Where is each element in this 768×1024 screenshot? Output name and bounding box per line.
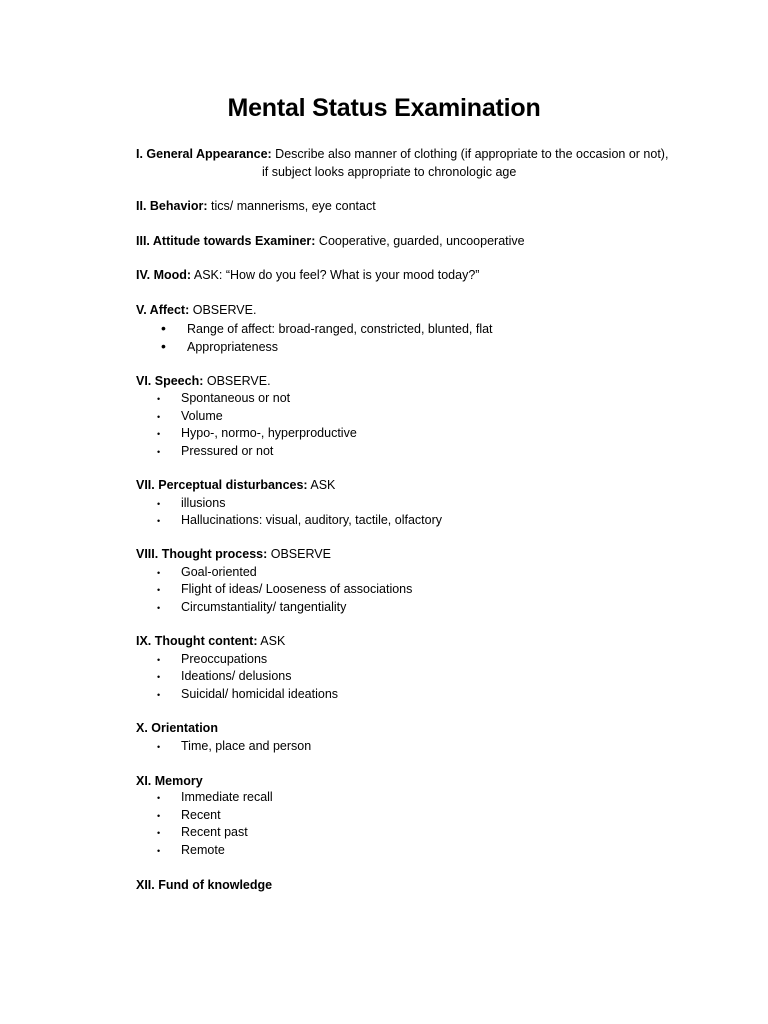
bullet-icon: •: [157, 499, 161, 509]
page-title: Mental Status Examination: [227, 94, 541, 122]
section-heading: I. General Appearance:: [136, 147, 272, 161]
list-item: Recent: [181, 808, 221, 822]
list-item: Hallucinations: visual, auditory, tactile, olfactory: [181, 513, 442, 527]
section-text: OBSERVE.: [189, 303, 257, 317]
section-heading: X. Orientation: [136, 721, 218, 735]
section-text: OBSERVE: [267, 547, 331, 561]
list-item: Appropriateness: [187, 340, 279, 354]
bullet-icon: •: [157, 585, 161, 595]
section-heading: XII. Fund of knowledge: [136, 878, 273, 892]
bullet-icon: •: [157, 828, 161, 838]
section-text: ASK: [257, 634, 286, 648]
list-item: Hypo-, normo-, hyperproductive: [181, 426, 357, 440]
section-heading: XI. Memory: [136, 774, 203, 788]
bullet-icon: •: [157, 429, 161, 439]
bullet-icon: •: [157, 447, 161, 457]
bullet-icon: •: [157, 516, 161, 526]
bullet-icon: •: [157, 690, 161, 700]
list-item: Remote: [181, 843, 225, 857]
bullet-icon: •: [157, 655, 161, 665]
list-item: Circumstantiality/ tangentiality: [181, 600, 347, 614]
list-item: Time, place and person: [181, 739, 312, 753]
section-heading: VIII. Thought process:: [136, 547, 268, 561]
section-text: ASK: [307, 478, 336, 492]
list-item: Spontaneous or not: [181, 391, 291, 405]
section-text: Cooperative, guarded, uncooperative: [315, 234, 525, 248]
section-general-appearance: [136, 145, 668, 163]
bullet-icon: •: [157, 568, 161, 578]
bullet-icon: •: [157, 793, 161, 803]
list-item: Flight of ideas/ Looseness of associations: [181, 582, 413, 596]
section-text: ASK: “How do you feel? What is your mood today?”: [191, 268, 480, 282]
section-continuation: if subject looks appropriate to chronologic age: [262, 165, 517, 179]
section-text: OBSERVE.: [203, 374, 271, 388]
list-item: Immediate recall: [181, 790, 273, 804]
section-heading: VI. Speech:: [136, 374, 204, 388]
section-text: tics/ mannerisms, eye contact: [207, 199, 376, 213]
section-orientation: [136, 719, 218, 737]
section-text: Describe also manner of clothing (if appropriate to the occasion or not),: [271, 147, 669, 161]
bullet-icon: •: [157, 394, 161, 404]
bullet-icon: •: [157, 811, 161, 821]
section-heading: IV. Mood:: [136, 268, 192, 282]
bullet-icon: •: [157, 603, 161, 613]
bullet-icon: •: [157, 672, 161, 682]
section-perceptual-disturbances: [136, 476, 335, 494]
list-item: Preoccupations: [181, 652, 268, 666]
list-item: Recent past: [181, 825, 248, 839]
section-attitude: [136, 232, 525, 250]
list-item: Range of affect: broad-ranged, constricted, blunted, flat: [187, 322, 493, 336]
bullet-icon: •: [161, 338, 166, 354]
section-heading: II. Behavior:: [136, 199, 208, 213]
list-item: Volume: [181, 409, 223, 423]
section-heading: VII. Perceptual disturbances:: [136, 478, 308, 492]
section-speech: [136, 372, 271, 390]
list-item: Pressured or not: [181, 444, 274, 458]
section-heading: III. Attitude towards Examiner:: [136, 234, 316, 248]
bullet-icon: •: [157, 846, 161, 856]
list-item: Suicidal/ homicidal ideations: [181, 687, 339, 701]
list-item: illusions: [181, 496, 226, 510]
bullet-icon: •: [161, 320, 166, 336]
section-thought-process: [136, 545, 331, 563]
section-heading: V. Affect:: [136, 303, 190, 317]
section-thought-content: [136, 632, 285, 650]
section-affect: [136, 301, 256, 319]
list-item: Goal-oriented: [181, 565, 257, 579]
section-mood: [136, 266, 479, 284]
bullet-icon: •: [157, 742, 161, 752]
section-heading: IX. Thought content:: [136, 634, 258, 648]
section-behavior: [136, 197, 376, 215]
list-item: Ideations/ delusions: [181, 669, 292, 683]
section-fund-of-knowledge: [136, 876, 272, 894]
bullet-icon: •: [157, 412, 161, 422]
